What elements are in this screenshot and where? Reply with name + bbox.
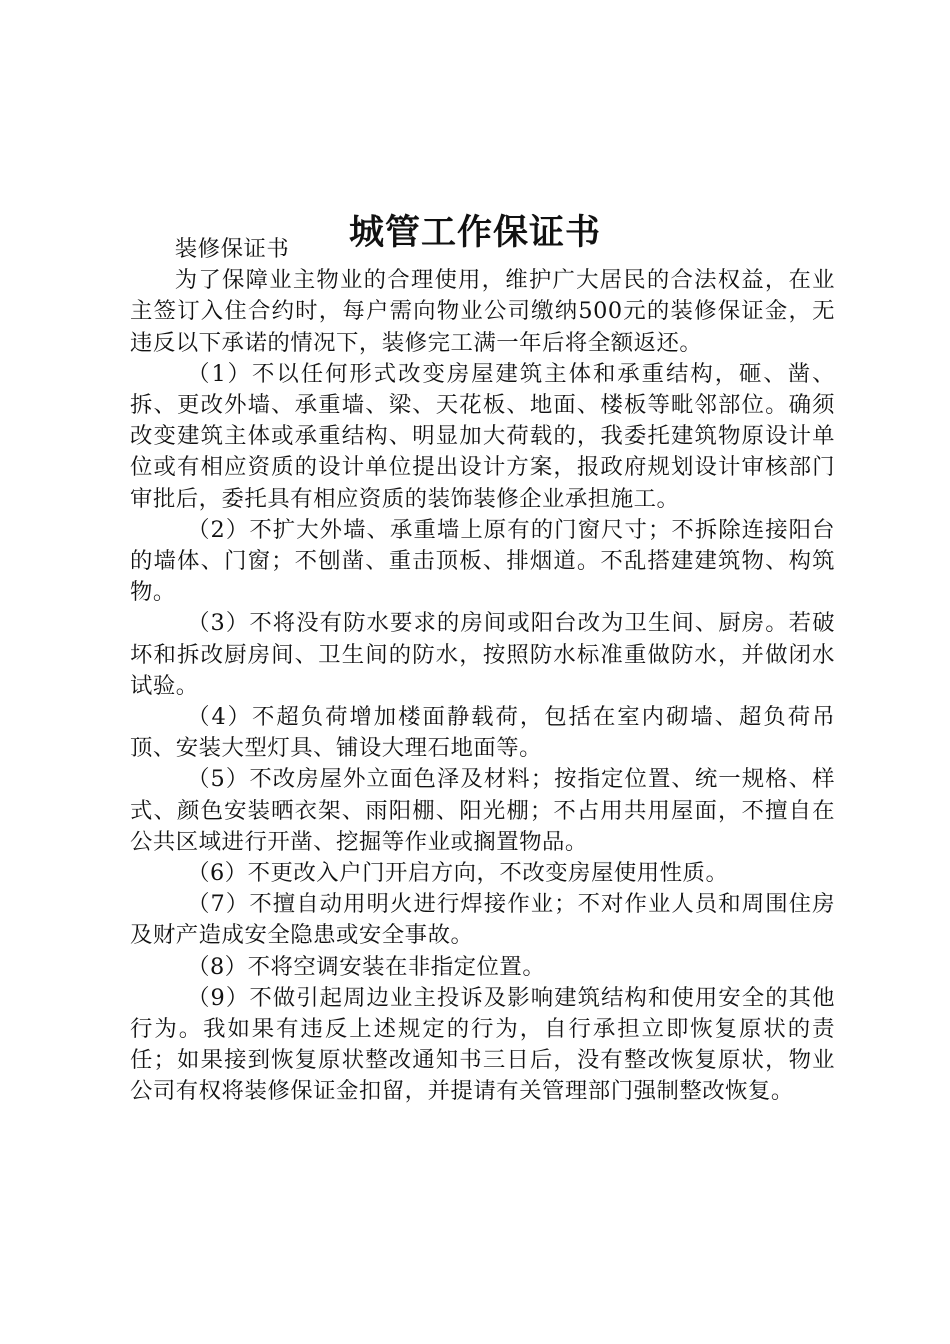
clause-5: （5）不改房屋外立面色泽及材料；按指定位置、统一规格、样式、颜色安装晒衣架、雨阳棚、阳光棚；不占用共用屋面，不擅自在公共区域进行开凿、挖掘等作业或搁置物品。 — [130, 766, 835, 855]
document-body — [130, 234, 835, 1108]
clause-4: （4）不超负荷增加楼面静载荷，包括在室内砌墙、超负荷吊顶、安装大型灯具、铺设大理石地面等。 — [130, 704, 835, 762]
clause-2: （2）不扩大外墙、承重墙上原有的门窗尺寸；不拆除连接阳台的墙体、门窗；不刨凿、重击顶板、排烟道。不乱搭建建筑物、构筑物。 — [130, 516, 835, 606]
clause-3: （3）不将没有防水要求的房间或阳台改为卫生间、厨房。若破坏和拆改厨房间、卫生间的防水，按照防水标准重做防水，并做闭水试验。 — [130, 610, 835, 699]
clause-9: （9）不做引起周边业主投诉及影响建筑结构和使用安全的其他行为。我如果有违反上述规定的行为，自行承担立即恢复原状的责任；如果接到恢复原状整改通知书三日后，没有整改恢复原状，物业公司有权将装修保证金扣留，并提请有关管理部门强制整改恢复。 — [130, 984, 835, 1105]
clause-6: （6）不更改入户门开启方向，不改变房屋使用性质。 — [187, 860, 729, 887]
document-subtitle: 装修保证书 — [174, 236, 290, 262]
clause-7: （7）不擅自动用明火进行焊接作业；不对作业人员和周围住房及财产造成安全隐患或安全事故。 — [130, 891, 835, 949]
clause-1: （1）不以任何形式改变房屋建筑主体和承重结构，砸、凿、拆、更改外墙、承重墙、梁、天花板、地面、楼板等毗邻部位。确须改变建筑主体或承重结构、明显加大荷载的，我委托建筑物原设计单位或有相应资质的设计单位提出设计方案，报政府规划设计审核部门审批后，委托具有相应资质的装饰装修企业承担施工。 — [130, 360, 835, 512]
clause-8: （8）不将空调安装在非指定位置。 — [187, 953, 546, 980]
document-title: 城管工作保证书 — [348, 212, 601, 254]
intro-paragraph: 为了保障业主物业的合理使用，维护广大居民的合法权益，在业主签订入住合约时，每户需向物业公司缴纳500元的装修保证金，无违反以下承诺的情况下，装修完工满一年后将全额返还。 — [130, 267, 835, 356]
